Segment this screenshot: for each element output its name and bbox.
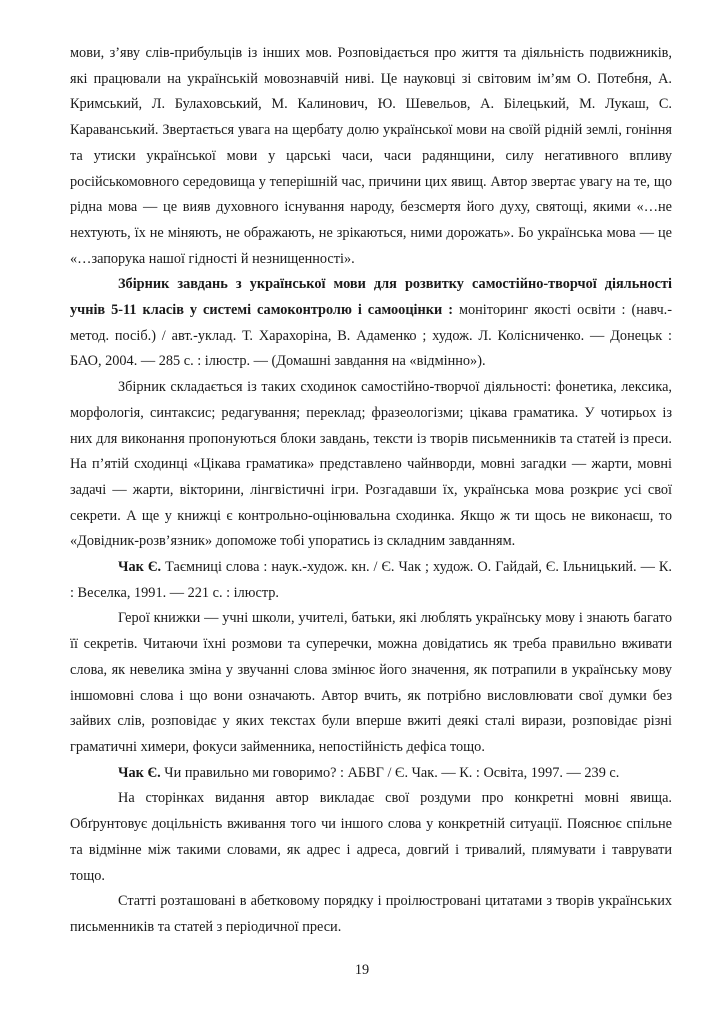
entry-title: Збірник завдань з української мови для розвитку самостійно-творчої діяльності учнів 5-11 класів у системі самоконтролю і самооцінки : <box>70 276 672 319</box>
bibliography-entry <box>70 761 672 787</box>
entry-details: Чи правильно ми говоримо? : АБВГ / Є. Чак. — К. : Освіта, 1997. — 239 с. <box>160 764 620 781</box>
body-text <box>70 41 672 941</box>
annotation-paragraph: Статті розташовані в абетковому порядку і проілюстровані цитатами з творів українських письменників та статей з періодичної преси. <box>70 893 672 935</box>
page-number: 19 <box>354 962 370 978</box>
bibliography-entry <box>70 555 672 606</box>
entry-author: Чак Є. <box>118 764 161 781</box>
entry-details: Таємниці слова : наук.-худож. кн. / Є. Чак ; худож. О. Гайдай, Є. Ільницький. — К. : Веселка, 1991. — 221 с. : ілюстр. <box>70 559 672 601</box>
annotation-paragraph: Збірник складається із таких сходинок самостійно-творчої діяльності: фонетика, лексика, морфологія, синтаксис; редагування; переклад; фразеологізми; цікава граматика. У чотирьох із них для виконання пропонуються блоки завдань, тексти із творів письменників та статей із преси. На п’ятій сходинці «Цікава граматика» представлено чайнворди, мовні загадки — жарти, мовні задачі — жарти, вікторини, лінгвістичні ігри. Розгадавши їх, українська мова розкриє усі свої секрети. А ще у книжці є контрольно-оцінювальна сходинка. Якщо ж ти щось не виконаєш, то «Довідник-розв’язник» допоможе тобі упоратись із складним завданням. <box>70 379 672 550</box>
annotation-paragraph: Герої книжки — учні школи, учителі, батьки, які люблять українську мову і знають багато її секретів. Читаючи їхні розмови та суперечки, можна довідатись як треба правильно вживати слова, як невелика зміна у звучанні слова змінює його значення, як потрапили в українську мову іншомовні слова і що вони означають. Автор вчить, як потрібно висловлювати свої думки без зайвих слів, розповідає у яких текстах були вперше вжиті деякі сталі вирази, розповідає різні граматичні химери, фокуси займенника, непостійність дефіса тощо. <box>70 610 672 755</box>
paragraph-continuation: мови, з’яву слів-прибульців із інших мов. Розповідається про життя та діяльність подвижників, які працювали на українській мовознавчій ниві. Це науковці зі світовим ім’ям О. Потебня, А. Кримський, Л. Булаховський, М. Калинович, Ю. Шевельов, А. Білецький, М. Лукаш, С. Караванський. Звертається увага на щербату долю української мови на своїй рідній землі, гоніння та утиски української мови у царські часи, часи радянщини, силу негативного впливу російськомовного середовища у теперішній час, причини цих явищ. Автор звертає увагу на те, що рідна мова — це вияв духовного існування народу, безсмертя його духу, святощі, якими «…не нехтують, їх не міняють, не ображають, не зрікаються, ними дорожать». Бо українська мова — це «…запорука нашої гідності й незнищенності». <box>70 45 672 267</box>
annotation-paragraph: На сторінках видання автор викладає свої роздуми про конкретні мовні явища. Обґрунтовує доцільність вживання того чи іншого слова у конкретній ситуації. Пояснює спільне та відмінне між такими словами, як адрес і адреса, довгий і тривалий, плямувати і таврувати тощо. <box>70 790 672 884</box>
entry-author: Чак Є. <box>118 559 162 576</box>
bibliography-entry <box>70 272 672 375</box>
entry-details: моніторинг якості освіти : (навч.-метод. посіб.) / авт.-уклад. Т. Харахоріна, В. Адаменко ; худож. Л. Колісниченко. — Донецьк : БАО, 2004. — 285 с. : ілюстр. — (Домашні завдання на «відмінно»). <box>70 302 672 370</box>
